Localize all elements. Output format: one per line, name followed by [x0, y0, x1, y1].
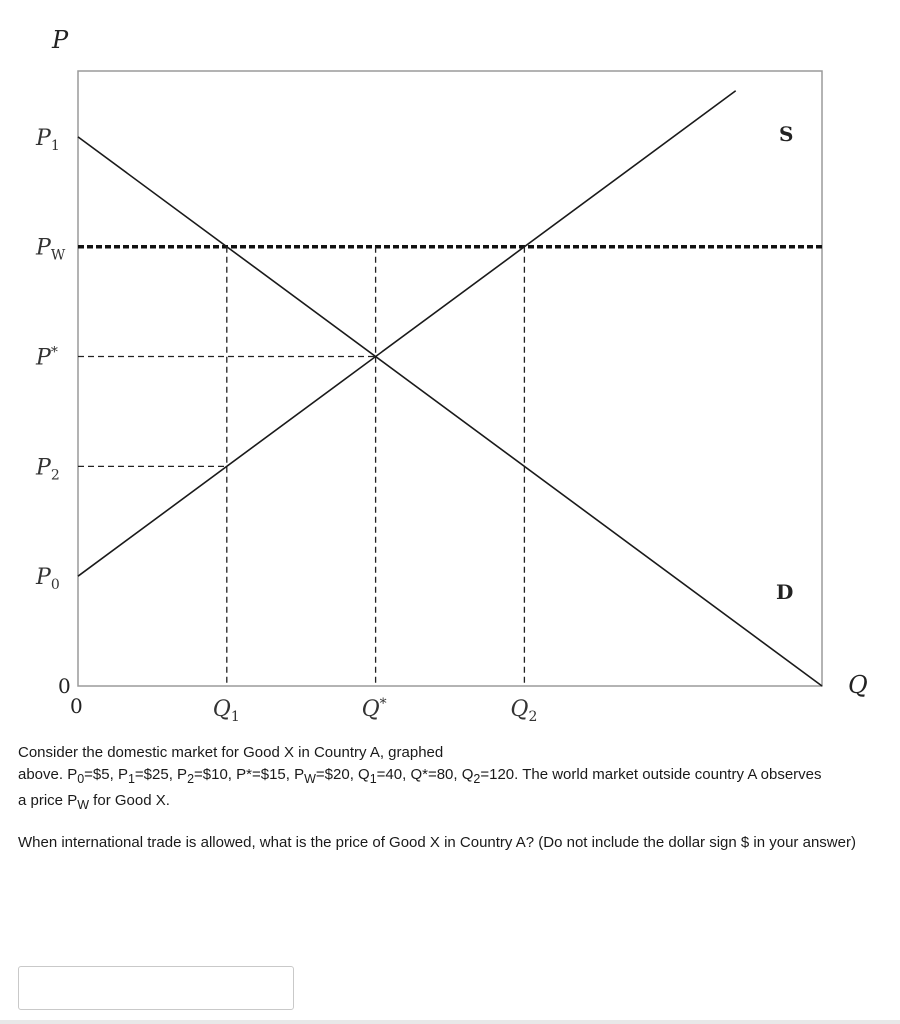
- x-tick-label: $Q_2$: [510, 697, 538, 725]
- x-tick-label: $Q_1$: [212, 697, 240, 725]
- curves: [78, 91, 822, 686]
- question-text-run: =40, Q*=80, Q: [376, 766, 474, 783]
- question-paragraph: [18, 742, 890, 816]
- plot-frame: [78, 71, 822, 686]
- question-text-run: =$20, Q: [315, 766, 370, 783]
- y-origin-label: 0: [58, 674, 71, 698]
- question-text-run: =$5, P: [84, 766, 128, 783]
- answer-input[interactable]: [19, 967, 293, 1009]
- bottom-divider: [0, 1020, 900, 1024]
- y-tick-labels: [35, 126, 66, 593]
- question-text-run: =$10, P*=$15, P: [194, 766, 305, 783]
- subscript: W: [77, 798, 90, 812]
- y-tick-label: $P_1$: [36, 125, 60, 154]
- demand-curve: [78, 137, 822, 686]
- question-line: Consider the domestic market for Good X in Country A, graphed: [18, 744, 444, 761]
- question-text-run: above. P: [18, 766, 78, 783]
- y-tick-label: $P_W$: [36, 235, 66, 264]
- y-tick-label: $P_0$: [36, 565, 60, 594]
- question-text-run: a price P: [18, 792, 78, 809]
- subscript: W: [304, 772, 316, 786]
- supply-curve: [78, 91, 736, 576]
- demand-curve-label: D: [776, 580, 794, 604]
- supply-curve-label: S: [779, 122, 794, 146]
- reference-lines: [78, 247, 822, 686]
- subscript: 1: [369, 772, 377, 786]
- x-tick-label: Q*: [361, 696, 387, 722]
- x-origin-label: 0: [70, 694, 83, 718]
- y-tick-label: P*: [36, 344, 58, 371]
- x-tick-labels: [213, 696, 538, 725]
- question-text-run: =$25, P: [134, 766, 188, 783]
- question-text-run: for Good X.: [89, 792, 170, 809]
- y-axis-label: P: [52, 26, 69, 54]
- x-axis-label: Q: [848, 671, 868, 699]
- answer-input-box[interactable]: [18, 966, 294, 1010]
- question-text: [18, 742, 890, 854]
- subscript: 2: [187, 772, 195, 786]
- subscript: 0: [77, 772, 85, 786]
- subscript: 2: [473, 772, 481, 786]
- question-prompt: When international trade is allowed, what is the price of Good X in Country A? (Do not include the dollar sign $ in your answer): [18, 834, 856, 851]
- subscript: 1: [127, 772, 135, 786]
- question-text-run: =120. The world market outside country A observes: [480, 766, 822, 783]
- y-tick-label: $P_2$: [36, 455, 60, 484]
